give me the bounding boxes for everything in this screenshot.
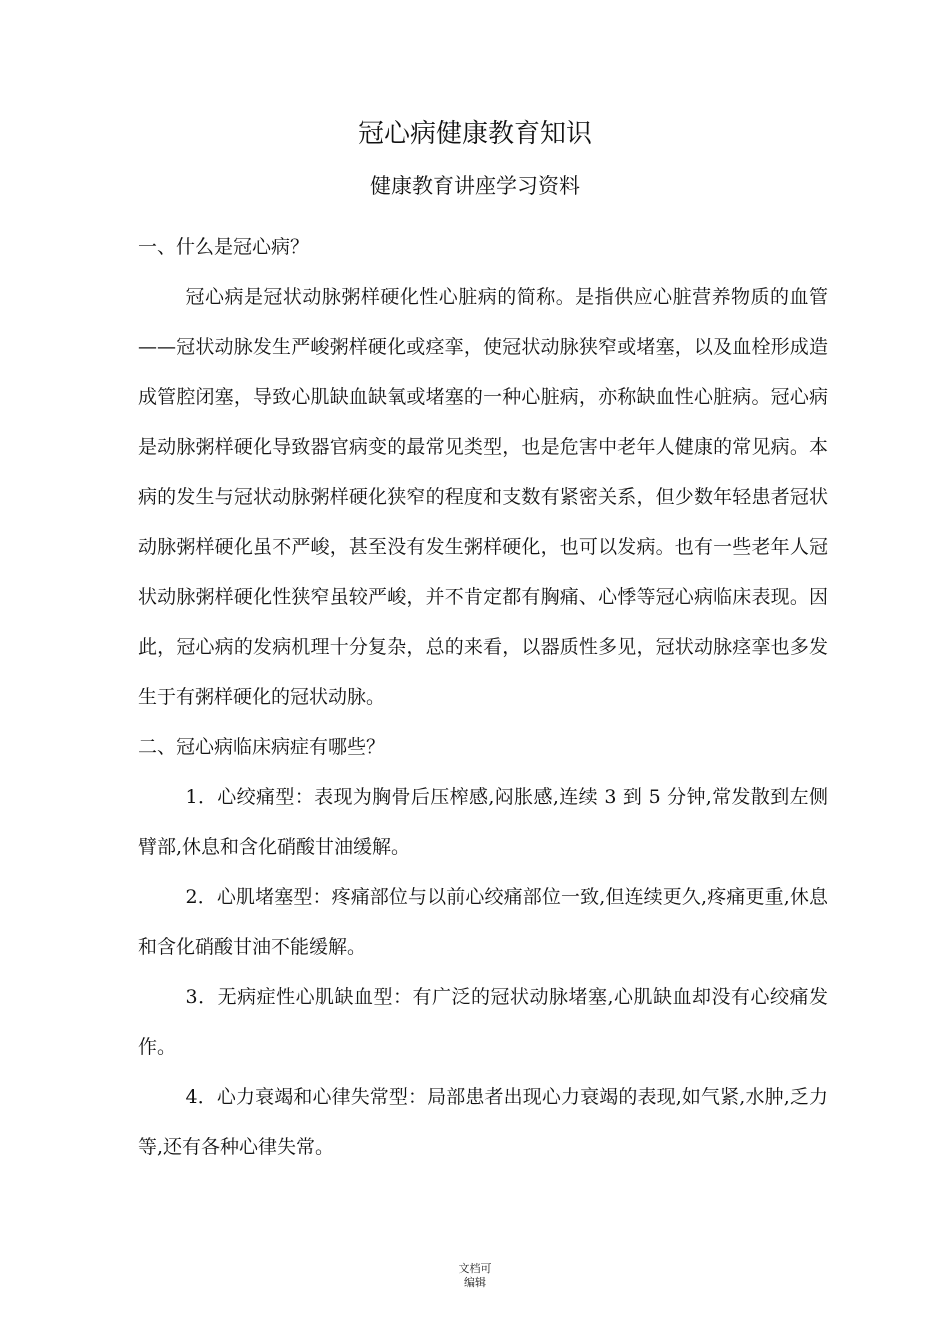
section-2-item-1: 1．心绞痛型：表现为胸骨后压榨感,闷胀感,连续 3 到 5 分钟,常发散到左侧臂部,休息和含化硝酸甘油缓解。 — [138, 786, 828, 858]
section-1-paragraph-1: 冠心病是冠状动脉粥样硬化性心脏病的简称。是指供应心脏营养物质的血管——冠状动脉发生严峻粥样硬化或痉挛，使冠状动脉狭窄或堵塞，以及血栓形成造成管腔闭塞，导致心肌缺血缺氧或堵塞的一种心脏病，亦称缺血性心脏病。冠心病是动脉粥样硬化导致器官病变的最常见类型，也是危害中老年人健康的常见病。本病的发生与冠状动脉粥样硬化狭窄的程度和支数有紧密关系，但少数年轻患者冠状动脉粥样硬化虽不严峻，甚至没有发生粥样硬化，也可以发病。也有一些老年人冠状动脉粥样硬化性狭窄虽较严峻，并不肯定都有胸痛、心悸等冠心病临床表现。因此，冠心病的发病机理十分复杂，总的来看，以器质性多见，冠状动脉痉挛也多发生于有粥样硬化的冠状动脉。 — [138, 286, 828, 708]
section-2-item-2: 2．心肌堵塞型：疼痛部位与以前心绞痛部位一致,但连续更久,疼痛更重,休息和含化硝酸甘油不能缓解。 — [138, 886, 828, 958]
footer-line-1: 文档可 — [458, 1262, 492, 1275]
section-heading-1: 一、什么是冠心病？ — [138, 236, 310, 258]
section-2-item-3: 3．无病症性心肌缺血型：有广泛的冠状动脉堵塞,心肌缺血却没有心绞痛发作。 — [138, 986, 828, 1058]
document-title: 冠心病健康教育知识 — [357, 119, 592, 149]
document-subtitle: 健康教育讲座学习资料 — [370, 174, 580, 198]
section-2-item-4: 4．心力衰竭和心律失常型：局部患者出现心力衰竭的表现,如气紧,水肿,乏力等,还有各种心律失常。 — [138, 1086, 828, 1158]
footer-line-2: 编辑 — [464, 1276, 486, 1289]
section-heading-2: 二、冠心病临床病症有哪些？ — [138, 736, 386, 758]
document-body — [138, 222, 828, 1172]
page-footer — [0, 1262, 950, 1290]
